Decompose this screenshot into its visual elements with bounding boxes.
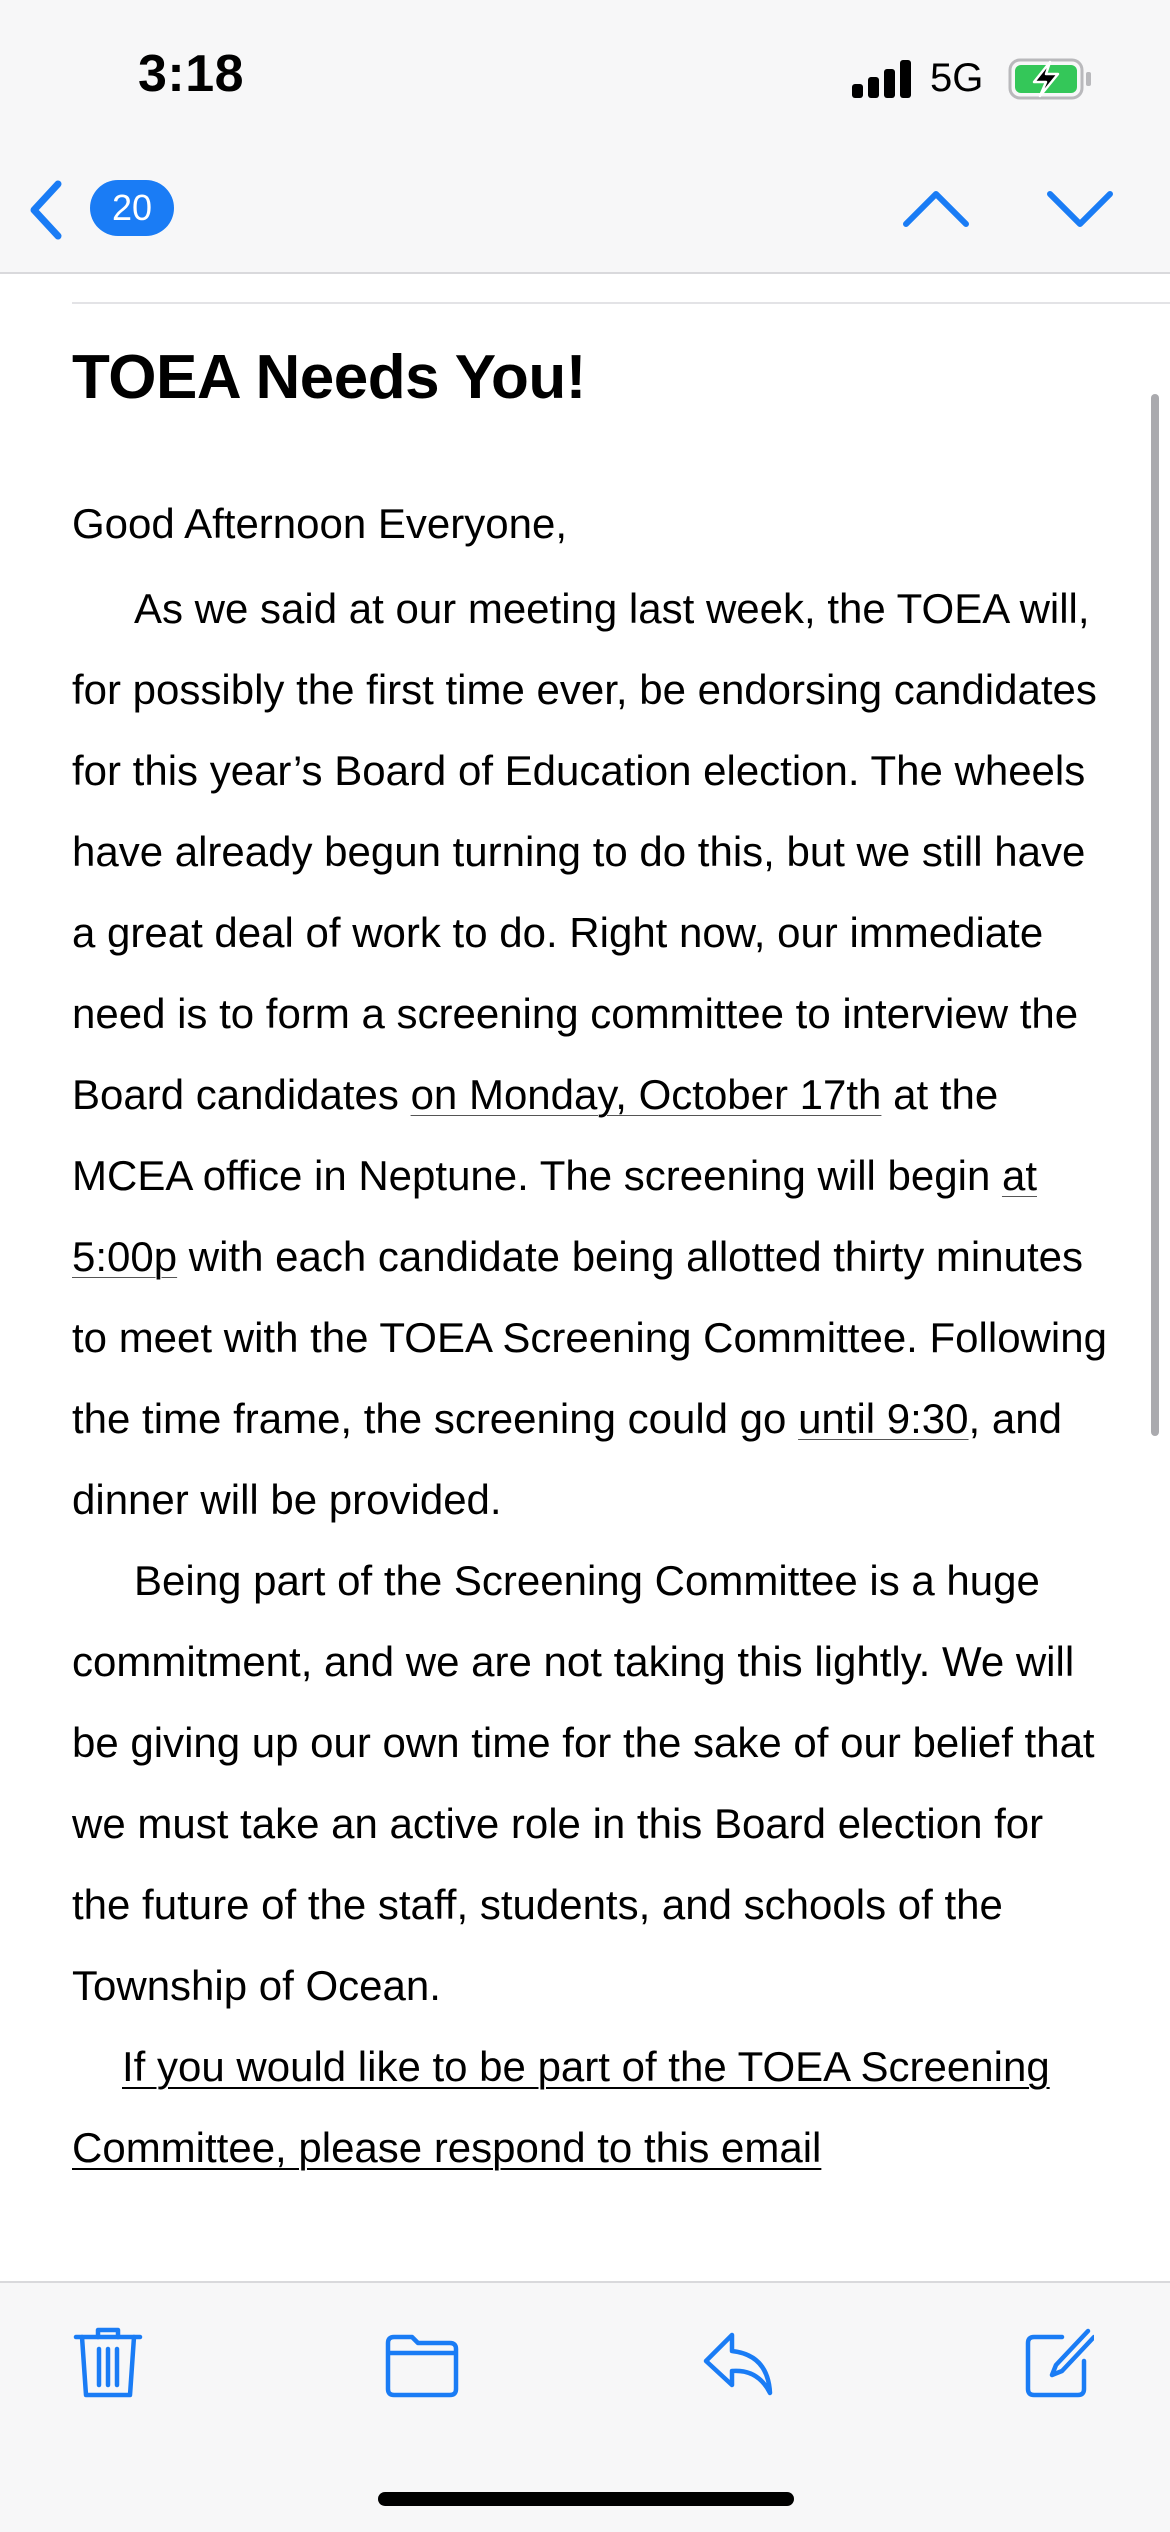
- header-divider: [72, 302, 1170, 304]
- email-body: [72, 494, 1112, 2188]
- email-subject: TOEA Needs You!: [72, 343, 586, 412]
- home-indicator[interactable]: [378, 2492, 794, 2506]
- paragraph-3: [72, 2026, 1112, 2188]
- paragraph-1-text-c: with each candidate being allotted thirty minutes to meet with the TOEA Screening Committee. Following the time frame, the screening could go: [72, 1233, 1107, 1442]
- previous-message-icon[interactable]: [900, 186, 972, 230]
- until-time-link[interactable]: until 9:30: [798, 1395, 969, 1442]
- compose-icon[interactable]: [1022, 2325, 1094, 2401]
- unread-count-badge[interactable]: 20: [90, 180, 174, 236]
- reply-icon[interactable]: [702, 2325, 774, 2401]
- battery-charging-icon: [1008, 58, 1094, 100]
- signal-icon: [852, 58, 914, 98]
- status-bar: [0, 0, 1170, 150]
- email-content[interactable]: [0, 276, 1170, 2281]
- paragraph-1-text: As we said at our meeting last week, the TOEA will, for possibly the first time ever, be endorsing candidates for this year’s Board of Education election. The wheels have already begun turning to do this, but we still have a great deal of work to do. Right now, our immediate need is to form a screening committee to interview the Board candidates: [72, 585, 1097, 1118]
- next-message-icon[interactable]: [1044, 186, 1116, 230]
- mail-navigation-bar: [0, 150, 1170, 274]
- paragraph-1-text-b: at the MCEA office in Neptune. The screening will begin: [72, 1071, 1002, 1199]
- email-greeting: Good Afternoon Everyone,: [72, 500, 567, 547]
- network-label: 5G: [930, 56, 984, 100]
- back-chevron-icon[interactable]: [26, 178, 66, 242]
- paragraph-1-text-d: , and dinner will be provided.: [72, 1395, 1062, 1523]
- paragraph-3-text: If you would like to be part of the TOEA Screening Committee, please respond to this email: [72, 2043, 1050, 2171]
- status-time: 3:18: [138, 45, 245, 103]
- time-link[interactable]: at 5:00p: [72, 1152, 1037, 1280]
- paragraph-1: [72, 568, 1112, 1540]
- date-link[interactable]: on Monday, October 17th: [410, 1071, 882, 1118]
- paragraph-2: [72, 1540, 1112, 2026]
- trash-icon[interactable]: [72, 2325, 144, 2401]
- paragraph-2-text: Being part of the Screening Committee is a huge commitment, and we are not taking this lightly. We will be giving up our own time for the sake of our belief that we must take an active role in this Board election for the future of the staff, students, and schools of the Township of Ocean.: [72, 1557, 1095, 2009]
- scroll-indicator[interactable]: [1151, 394, 1159, 1436]
- folder-icon[interactable]: [384, 2325, 460, 2401]
